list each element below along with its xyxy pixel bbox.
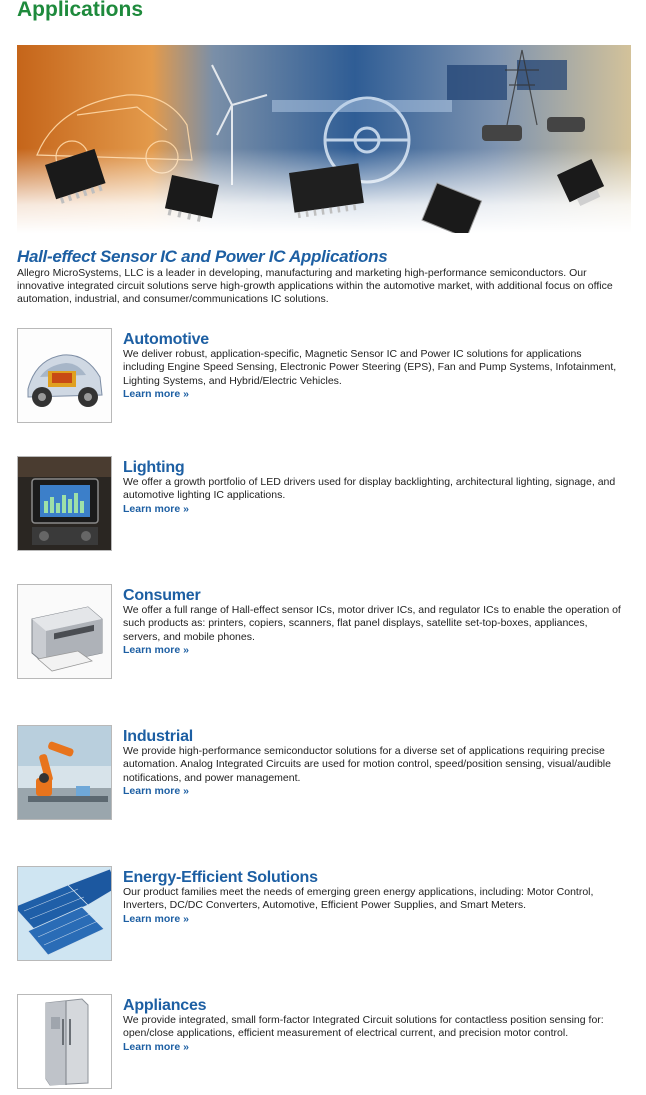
energy-efficient-description: Our product families meet the needs of emerging green energy applications, including: Motor Control, Inverters, DC/DC Converters, Automotive, Efficient Power Supplies, and Smart Meters. [123,886,594,912]
refrigerator-icon[interactable] [17,994,112,1089]
industrial-learn-more-link[interactable]: Learn more » [123,785,189,798]
appliances-learn-more-link[interactable]: Learn more » [123,1040,189,1053]
lighting-title[interactable]: Lighting [123,459,185,476]
intro-heading: Hall-effect Sensor IC and Power IC Applications [17,247,388,266]
page-title: Applications [17,0,144,21]
lighting-learn-more-link[interactable]: Learn more » [123,502,189,515]
industrial-title[interactable]: Industrial [123,728,194,745]
lighting-description: We offer a growth portfolio of LED drivers used for display backlighting, architectural lighting, signage, and automotive lighting IC applications. [123,476,616,502]
robot-arm-icon[interactable] [17,725,112,820]
automotive-title[interactable]: Automotive [123,331,210,348]
automotive-description: We deliver robust, application-specific, Magnetic Sensor IC and Power IC solutions for applications including Engine Speed Sensing, Electronic Power Steering (EPS), Fan and Pump Systems, Infotainment, Lighting Systems, and Hybrid/Electric Vehicles. [123,348,617,387]
consumer-title[interactable]: Consumer [123,587,201,604]
consumer-description: We offer a full range of Hall-effect sensor ICs, motor driver ICs, and regulator ICs to enable the operation of such products as: printers, copiers, scanners, flat panel displays, satellite set-top-boxes, appliances, servers, and mobile phones. [123,604,621,643]
appliances-description: We provide integrated, small form-factor Integrated Circuit solutions for contactless position sensing for: open/close applications, efficient measurement of electrical current, and precision motor control. [123,1014,604,1040]
industrial-description: We provide high-performance semiconductor solutions for a diverse set of applications requiring precise automation. Analog Integrated Circuits are used for motion control, speed/position sensing, visual/audible notifications, and power management. [123,745,611,784]
applications-banner-image [17,45,631,233]
appliances-title[interactable]: Appliances [123,997,207,1014]
car-cutaway-icon[interactable] [17,328,112,423]
energy-efficient-title[interactable]: Energy-Efficient Solutions [123,869,318,886]
energy-efficient-learn-more-link[interactable]: Learn more » [123,912,189,925]
dashboard-display-icon[interactable] [17,456,112,551]
consumer-learn-more-link[interactable]: Learn more » [123,644,189,657]
printer-icon[interactable] [17,584,112,679]
intro-text: Allegro MicroSystems, LLC is a leader in developing, manufacturing and marketing high-performance semiconductors. Our innovative integrated circuit solutions serve high-growth applications within the automotive market, with additional focus on office automation, industrial, and consumer/communications IC solutions. [17,267,613,306]
automotive-learn-more-link[interactable]: Learn more » [123,388,189,401]
solar-panel-icon[interactable] [17,866,112,961]
